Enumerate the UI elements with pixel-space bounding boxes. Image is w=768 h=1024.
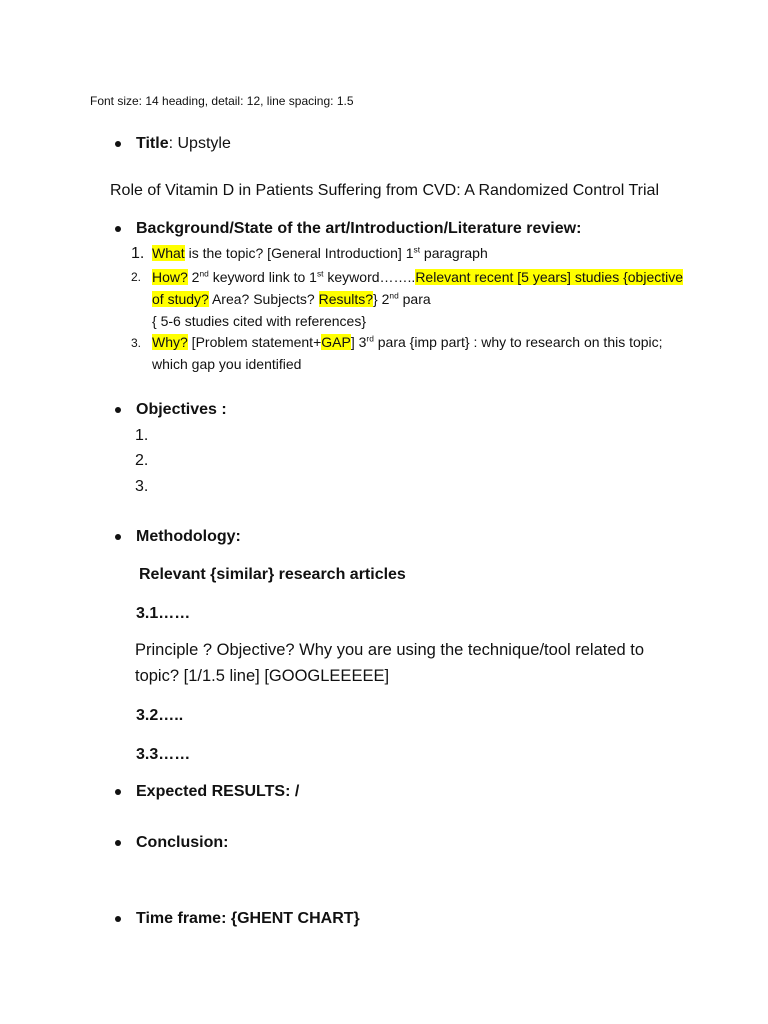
conclusion-heading: Conclusion: — [136, 834, 229, 851]
item2-line1 — [152, 269, 683, 286]
item2-t5: } 2 — [373, 291, 390, 307]
item2-t6: para — [398, 291, 431, 307]
what-highlight: What — [152, 245, 185, 261]
bullet-icon — [115, 226, 121, 232]
principle-line2: topic? [1/1.5 line] [GOOGLEEEEE] — [135, 667, 390, 685]
item3-line2: which gap you identified — [152, 356, 302, 372]
why-highlight: Why? — [152, 334, 188, 350]
item3-line1 — [152, 334, 663, 351]
study-highlight: of study? — [152, 291, 209, 307]
how-highlight: How? — [152, 269, 188, 285]
item2-sup1: nd — [199, 268, 209, 279]
item2-number: 2. — [131, 270, 142, 284]
item2-t2: keyword link to 1 — [208, 269, 317, 285]
time-frame-heading: Time frame: {GHENT CHART} — [136, 910, 360, 927]
methodology-subheading: Relevant {similar} research articles — [139, 566, 406, 583]
item3-t1: [Problem statement+ — [187, 334, 322, 350]
item2-sup2: st — [316, 268, 324, 279]
bullet-icon — [115, 534, 121, 540]
item2-line2 — [152, 291, 431, 308]
item2-t3: keyword…….. — [323, 269, 416, 285]
item2-t1: 2 — [187, 269, 200, 285]
expected-results-heading: Expected RESULTS: / — [136, 783, 300, 800]
title-label: Title — [136, 135, 169, 152]
objective-item-2: 2. — [135, 452, 149, 469]
objective-item-1: 1. — [135, 427, 149, 444]
objective-item-3: 3. — [135, 478, 149, 495]
section-3-1: 3.1…… — [136, 605, 191, 622]
section-3-2: 3.2….. — [136, 707, 184, 724]
bullet-icon — [115, 916, 121, 922]
methodology-heading: Methodology: — [136, 528, 241, 545]
gap-highlight: GAP — [321, 334, 351, 350]
principle-line1: Principle ? Objective? Why you are using the technique/tool related to — [135, 641, 645, 659]
item1-number: 1. — [131, 245, 145, 262]
background-heading: Background/State of the art/Introduction/Literature review: — [136, 220, 582, 237]
item3-number: 3. — [131, 336, 142, 350]
item1-sup: st — [413, 244, 421, 255]
objectives-heading: Objectives : — [136, 401, 227, 418]
bullet-icon — [115, 840, 121, 846]
format-note: Font size: 14 heading, detail: 12, line spacing: 1.5 — [90, 94, 354, 108]
main-title: Role of Vitamin D in Patients Suffering from CVD: A Randomized Control Trial — [110, 182, 659, 199]
title-value: Upstyle — [177, 135, 231, 152]
item1-text-a: is the topic? [General Introduction] 1 — [184, 245, 414, 261]
bullet-icon — [115, 141, 121, 147]
title-separator: : — [168, 135, 178, 152]
item3-t2: ] 3 — [350, 334, 367, 350]
item1-text — [152, 245, 488, 262]
item1-text-b: paragraph — [420, 245, 488, 261]
item2-sup3: nd — [389, 290, 399, 301]
bullet-icon — [115, 789, 121, 795]
item2-line3: { 5-6 studies cited with references} — [152, 313, 367, 329]
results-highlight: Results? — [318, 291, 374, 307]
relevant-highlight: Relevant recent [5 years] studies {objective — [415, 269, 684, 285]
item2-t4: Area? Subjects? — [208, 291, 319, 307]
item3-sup: rd — [366, 333, 374, 344]
section-3-3: 3.3…… — [136, 746, 191, 763]
title-line — [136, 134, 231, 153]
bullet-icon — [115, 407, 121, 413]
item3-t3: para {imp part} : why to research on this topic; — [373, 334, 663, 350]
